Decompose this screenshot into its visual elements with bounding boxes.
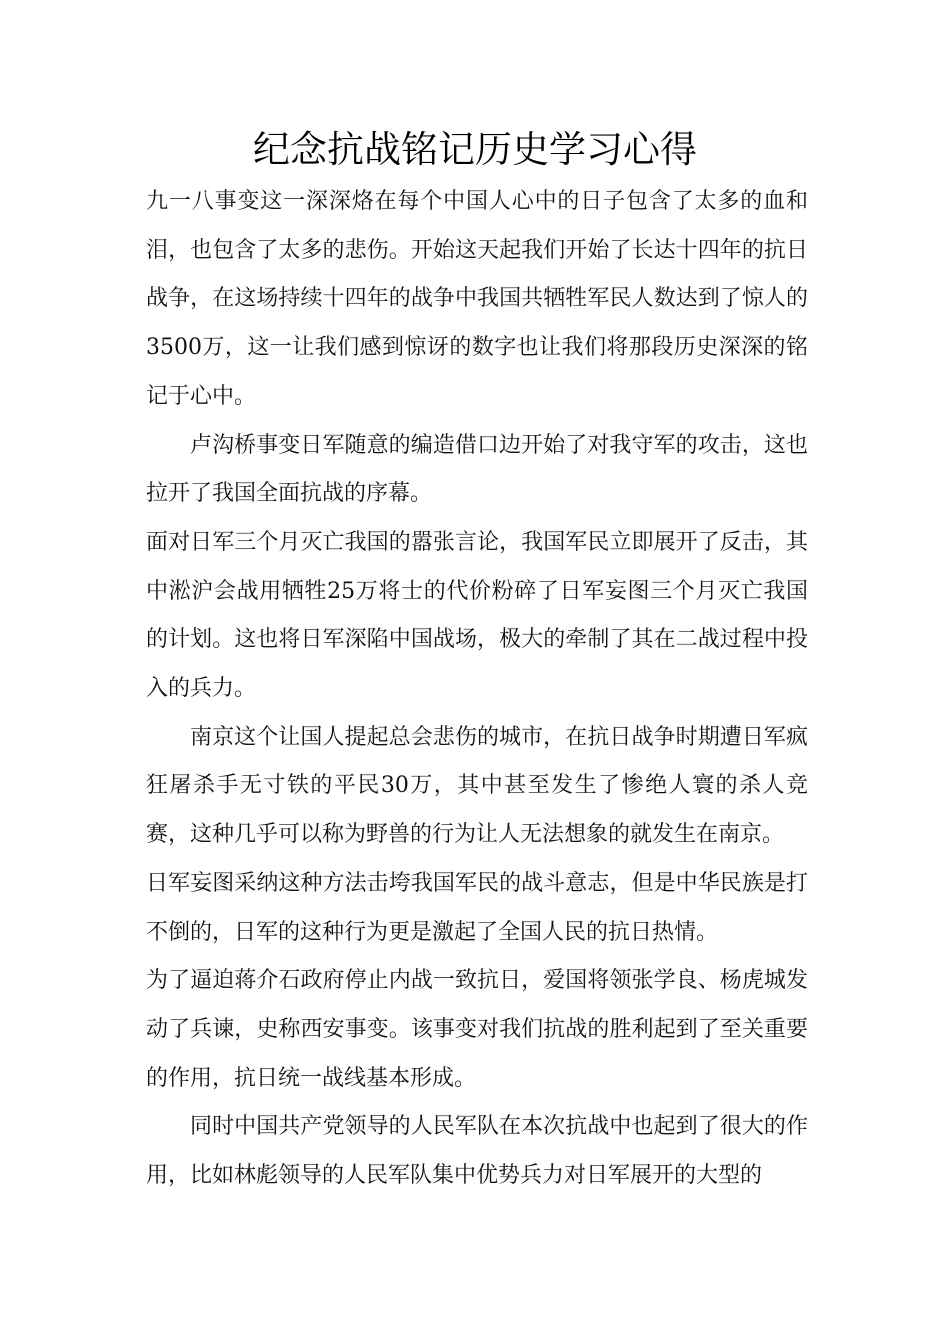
document-body xyxy=(146,178,808,1201)
paragraph: 九一八事变这一深深烙在每个中国人心中的日子包含了太多的血和泪，也包含了太多的悲伤。开始这天起我们开始了长达十四年的抗日战争，在这场持续十四年的战争中我国共牺牲军民人数达到了惊人的3500万，这一让我们感到惊讶的数字也让我们将那段历史深深的铭记于心中。 xyxy=(146,189,808,409)
paragraph: 为了逼迫蒋介石政府停止内战一致抗日，爱国将领张学良、杨虎城发动了兵谏，史称西安事变。该事变对我们抗战的胜利起到了至关重要的作用，抗日统一战线基本形成。 xyxy=(146,968,808,1091)
document-title: 纪念抗战铭记历史学习心得 xyxy=(253,128,697,171)
paragraph: 同时中国共产党领导的人民军队在本次抗战中也起到了很大的作用，比如林彪领导的人民军队集中优势兵力对日军展开的大型的 xyxy=(146,1114,808,1189)
paragraph: 日军妄图采纳这种方法击垮我国军民的战斗意志，但是中华民族是打不倒的，日军的这种行为更是激起了全国人民的抗日热情。 xyxy=(146,870,808,945)
paragraph: 南京这个让国人提起总会悲伤的城市，在抗日战争时期遭日军疯狂屠杀手无寸铁的平民30万，其中甚至发生了惨绝人寰的杀人竞赛，这种几乎可以称为野兽的行为让人无法想象的就发生在南京。 xyxy=(146,724,808,848)
paragraph: 卢沟桥事变日军随意的编造借口边开始了对我守军的攻击，这也拉开了我国全面抗战的序幕。 xyxy=(146,432,808,507)
paragraph: 面对日军三个月灭亡我国的嚣张言论，我国军民立即展开了反击，其中淞沪会战用牺牲25万将士的代价粉碎了日军妄图三个月灭亡我国的计划。这也将日军深陷中国战场，极大的牵制了其在二战过程中投入的兵力。 xyxy=(146,529,808,702)
